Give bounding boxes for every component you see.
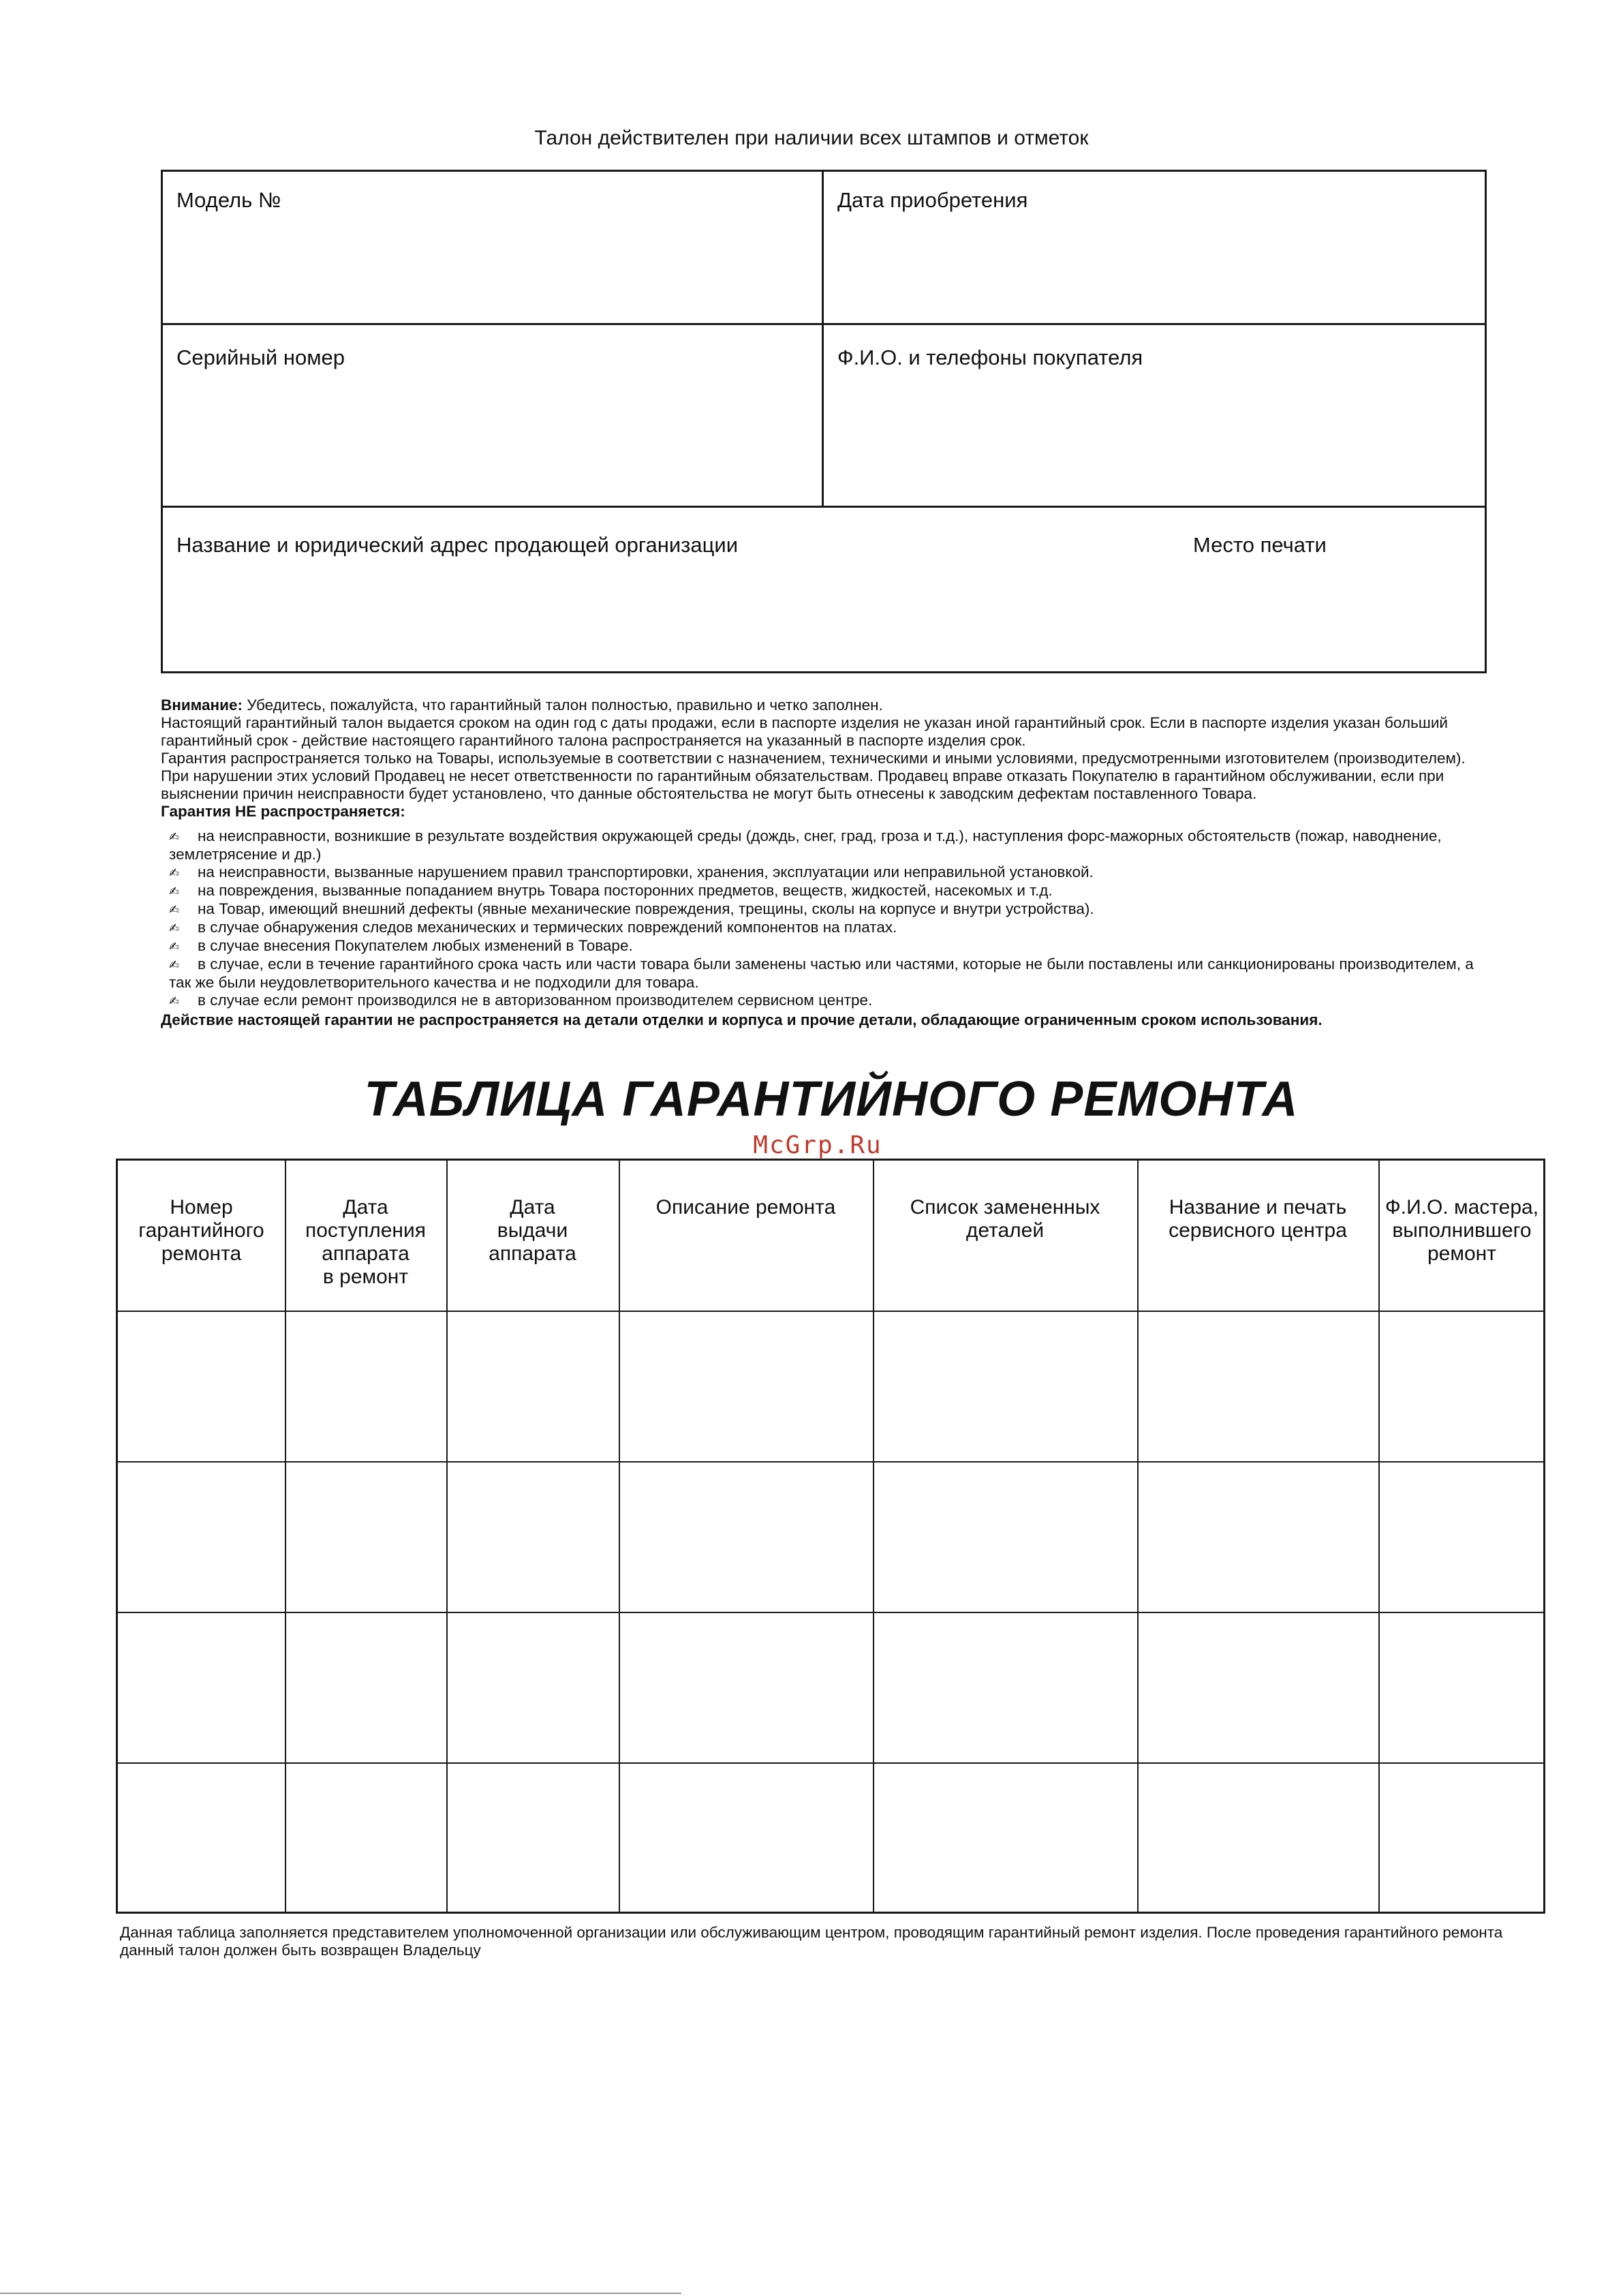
terms-paragraph: Настоящий гарантийный талон выдается сроком на один год с даты продажи, если в паспорте изделия не указан иной гарантийный срок. Если в паспорте изделия указан больший гарантийный срок - действие настоящего гарантийного талона распространяется на указанный в паспорте изделия срок. [161,714,1448,749]
not-covered-title: Гарантия НЕ распространяется: [161,803,405,820]
list-item: ✍ на Товар, имеющий внешний дефекты (явные механические повреждения, трещины, сколы на корпусе и внутри устройства). [169,900,1094,917]
column-header-service-center: Название и печать сервисного центра [1169,1196,1347,1242]
coupon-divider [163,506,1485,508]
exclusions-note: Действие настоящей гарантии не распространяется на детали отделки и корпуса и прочие детали, обладающие ограниченным сроком использования. [161,1011,1323,1028]
model-number-field[interactable]: Модель № [176,188,281,212]
attention-label: Внимание: [161,697,243,714]
purchase-date-field[interactable]: Дата приобретения [837,188,1028,212]
warranty-repair-table [116,1159,1545,1914]
table-row [118,1612,1543,1613]
column-header-replaced-parts: Список замененных деталей [910,1196,1100,1242]
writing-hand-icon: ✍ [169,866,180,880]
table-divider [619,1161,620,1912]
list-item: ✍ в случае если ремонт производился не в авторизованном производителем сервисном центре. [169,992,873,1009]
warranty-coupon-form [161,170,1487,673]
not-covered-list [161,827,1489,1010]
stamp-place-label: Место печати [1193,533,1327,557]
terms-paragraph: Гарантия распространяется только на Товары, используемые в соответствии с назначением, техническими и иными условиями, предусмотренными изготовителем (производителем). При нарушении этих условий Продавец не несет ответственности по гарантийным обязательствам. Продавец вправе отказать Покупателю в гарантийном обслуживании, если при выяснении причин неисправности будет установлено, что данные обстоятельства не могут быть отнесены к заводским дефектам поставленного Товара. [161,750,1466,802]
table-row [118,1311,1543,1312]
writing-hand-icon: ✍ [169,903,180,917]
table-divider [446,1161,448,1912]
seller-address-field[interactable]: Название и юридический адрес продающей организации [176,533,739,557]
list-item: ✍ в случае обнаружения следов механических и термических повреждений компонентов на платах. [169,919,897,936]
table-divider [1137,1161,1139,1912]
buyer-info-field[interactable]: Ф.И.О. и телефоны покупателя [837,346,1143,369]
warranty-terms [161,697,1489,1029]
coupon-divider [822,172,824,507]
writing-hand-icon: ✍ [169,940,180,953]
serial-number-field[interactable]: Серийный номер [176,346,345,369]
list-item: ✍ в случае внесения Покупателем любых изменений в Товаре. [169,937,633,954]
writing-hand-icon: ✍ [169,958,180,972]
attention-text: Убедитесь, пожалуйста, что гарантийный талон полностью, правильно и четко заполнен. [242,697,883,714]
table-divider [1378,1161,1380,1912]
writing-hand-icon: ✍ [169,994,180,1008]
coupon-validity-caption: Талон действителен при наличии всех штампов и отметок [534,127,1089,149]
list-item: ✍ на повреждения, вызванные попаданием внутрь Товара посторонних предметов, веществ, жидкостей, насекомых и т.д. [169,882,1053,899]
table-row [118,1762,1543,1764]
writing-hand-icon: ✍ [169,921,180,935]
column-header-repair-description: Описание ремонта [655,1196,836,1219]
writing-hand-icon: ✍ [169,830,180,844]
attention-line [161,697,1489,714]
table-row [118,1461,1543,1463]
table-footnote: Данная таблица заполняется представителем уполномоченной организации или обслуживающим центром, проводящим гарантийный ремонт изделия. После проведения гарантийного ремонта данный талон должен быть возвращен Владельцу [120,1924,1503,1959]
column-header-receipt-date: Дата поступления аппарата в ремонт [305,1196,426,1288]
page-edge-line [0,2293,681,2294]
list-item: ✍ на неисправности, вызванные нарушением правил транспортировки, хранения, эксплуатации или неправильной установкой. [169,863,1094,881]
writing-hand-icon: ✍ [169,885,180,898]
column-header-repair-number: Номер гарантийного ремонта [138,1196,264,1265]
site-watermark: McGrp.Ru [753,1131,882,1159]
column-header-technician: Ф.И.О. мастера, выполнившего ремонт [1385,1196,1539,1265]
list-item: ✍ на неисправности, возникшие в результате воздействия окружающей среды (дождь, снег, град, гроза и т.д.), наступления форс-мажорных обстоятельств (пожар, наводнение, землетрясение и др.) [169,827,1442,863]
coupon-divider [163,323,1485,325]
table-divider [873,1161,874,1912]
repair-table-title: ТАБЛИЦА ГАРАНТИЙНОГО РЕМОНТА [364,1072,1299,1127]
column-header-return-date: Дата выдачи аппарата [489,1196,576,1265]
list-item: ✍ в случае, если в течение гарантийного срока часть или части товара были заменены частью или частями, которые не были поставлены или санкционированы производителем, а так же были неудовлетворительного качества и не подходили для товара. [169,955,1474,991]
